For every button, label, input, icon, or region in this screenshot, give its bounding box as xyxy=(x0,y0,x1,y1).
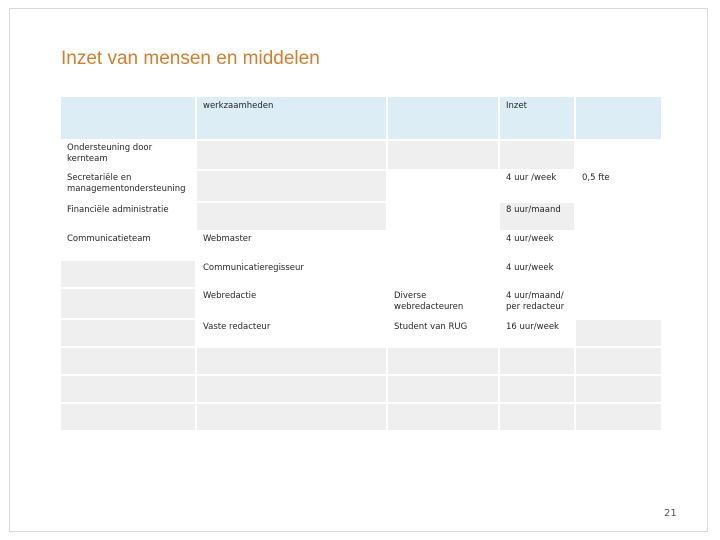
table-cell xyxy=(576,348,661,374)
table-cell: Webredactie xyxy=(203,291,257,301)
table-cell xyxy=(197,171,386,201)
table-cell: Communicatieregisseur xyxy=(203,263,304,273)
header-cell xyxy=(61,97,195,139)
header-cell xyxy=(388,97,498,139)
slide-title: Inzet van mensen en middelen xyxy=(61,48,320,69)
table-cell: 4 uur/week xyxy=(506,234,554,244)
table-cell xyxy=(197,348,386,374)
table-cell xyxy=(576,376,661,402)
table-row xyxy=(61,348,661,374)
table-cell xyxy=(576,320,661,346)
table-cell xyxy=(61,404,195,430)
table-cell xyxy=(388,232,498,259)
table-cell: Diverse webredacteuren xyxy=(394,291,464,312)
table-header-row xyxy=(61,97,661,139)
table-cell xyxy=(576,232,661,259)
table-cell: 4 uur /week xyxy=(506,173,557,183)
table-cell xyxy=(576,404,661,430)
table-cell xyxy=(388,171,498,201)
table-cell xyxy=(197,376,386,402)
table-cell: Webmaster xyxy=(203,234,252,244)
table-cell xyxy=(576,141,661,169)
table-row xyxy=(61,232,661,259)
table-row xyxy=(61,203,661,230)
table-cell xyxy=(576,203,661,230)
table-cell: Vaste redacteur xyxy=(203,322,271,332)
table-cell: 0,5 fte xyxy=(582,173,610,183)
table-cell xyxy=(61,320,195,346)
table-cell: Ondersteuning door kernteam xyxy=(67,143,153,164)
header-cell: werkzaamheden xyxy=(197,97,386,139)
table-cell xyxy=(197,141,386,169)
table-cell: Communicatieteam xyxy=(67,234,151,244)
table-cell xyxy=(61,261,195,287)
table-cell xyxy=(500,376,574,402)
table-cell xyxy=(500,404,574,430)
table-cell: 4 uur/week xyxy=(506,263,554,273)
table-cell: Financiële administratie xyxy=(67,205,169,215)
table-cell xyxy=(388,261,498,287)
table-cell xyxy=(61,348,195,374)
table-cell xyxy=(576,261,661,287)
table-cell xyxy=(61,376,195,402)
table-cell xyxy=(388,203,498,230)
table-cell: Secretariële en managementondersteuning xyxy=(67,173,186,194)
header-cell: Inzet xyxy=(500,97,574,139)
table-cell xyxy=(197,203,386,230)
table-row xyxy=(61,404,661,430)
table-row xyxy=(61,376,661,402)
table-cell xyxy=(500,348,574,374)
table-cell: 8 uur/maand xyxy=(500,203,574,230)
header-cell xyxy=(576,97,661,139)
table-cell: 16 uur/week xyxy=(506,322,559,332)
table-cell xyxy=(500,141,574,169)
resource-table xyxy=(59,95,663,432)
table-row xyxy=(61,320,661,346)
table-row xyxy=(61,141,661,169)
table-cell xyxy=(576,289,661,318)
table-row xyxy=(61,289,661,318)
table-cell xyxy=(197,404,386,430)
table-cell xyxy=(388,348,498,374)
table-cell xyxy=(388,141,498,169)
table-cell xyxy=(388,376,498,402)
table-cell xyxy=(61,289,195,318)
table-row xyxy=(61,171,661,201)
table-cell: 4 uur/maand/ per redacteur xyxy=(506,291,565,312)
table-cell: Student van RUG xyxy=(394,322,468,332)
table-row xyxy=(61,261,661,287)
page-number: 21 xyxy=(664,508,677,519)
table-cell xyxy=(388,404,498,430)
